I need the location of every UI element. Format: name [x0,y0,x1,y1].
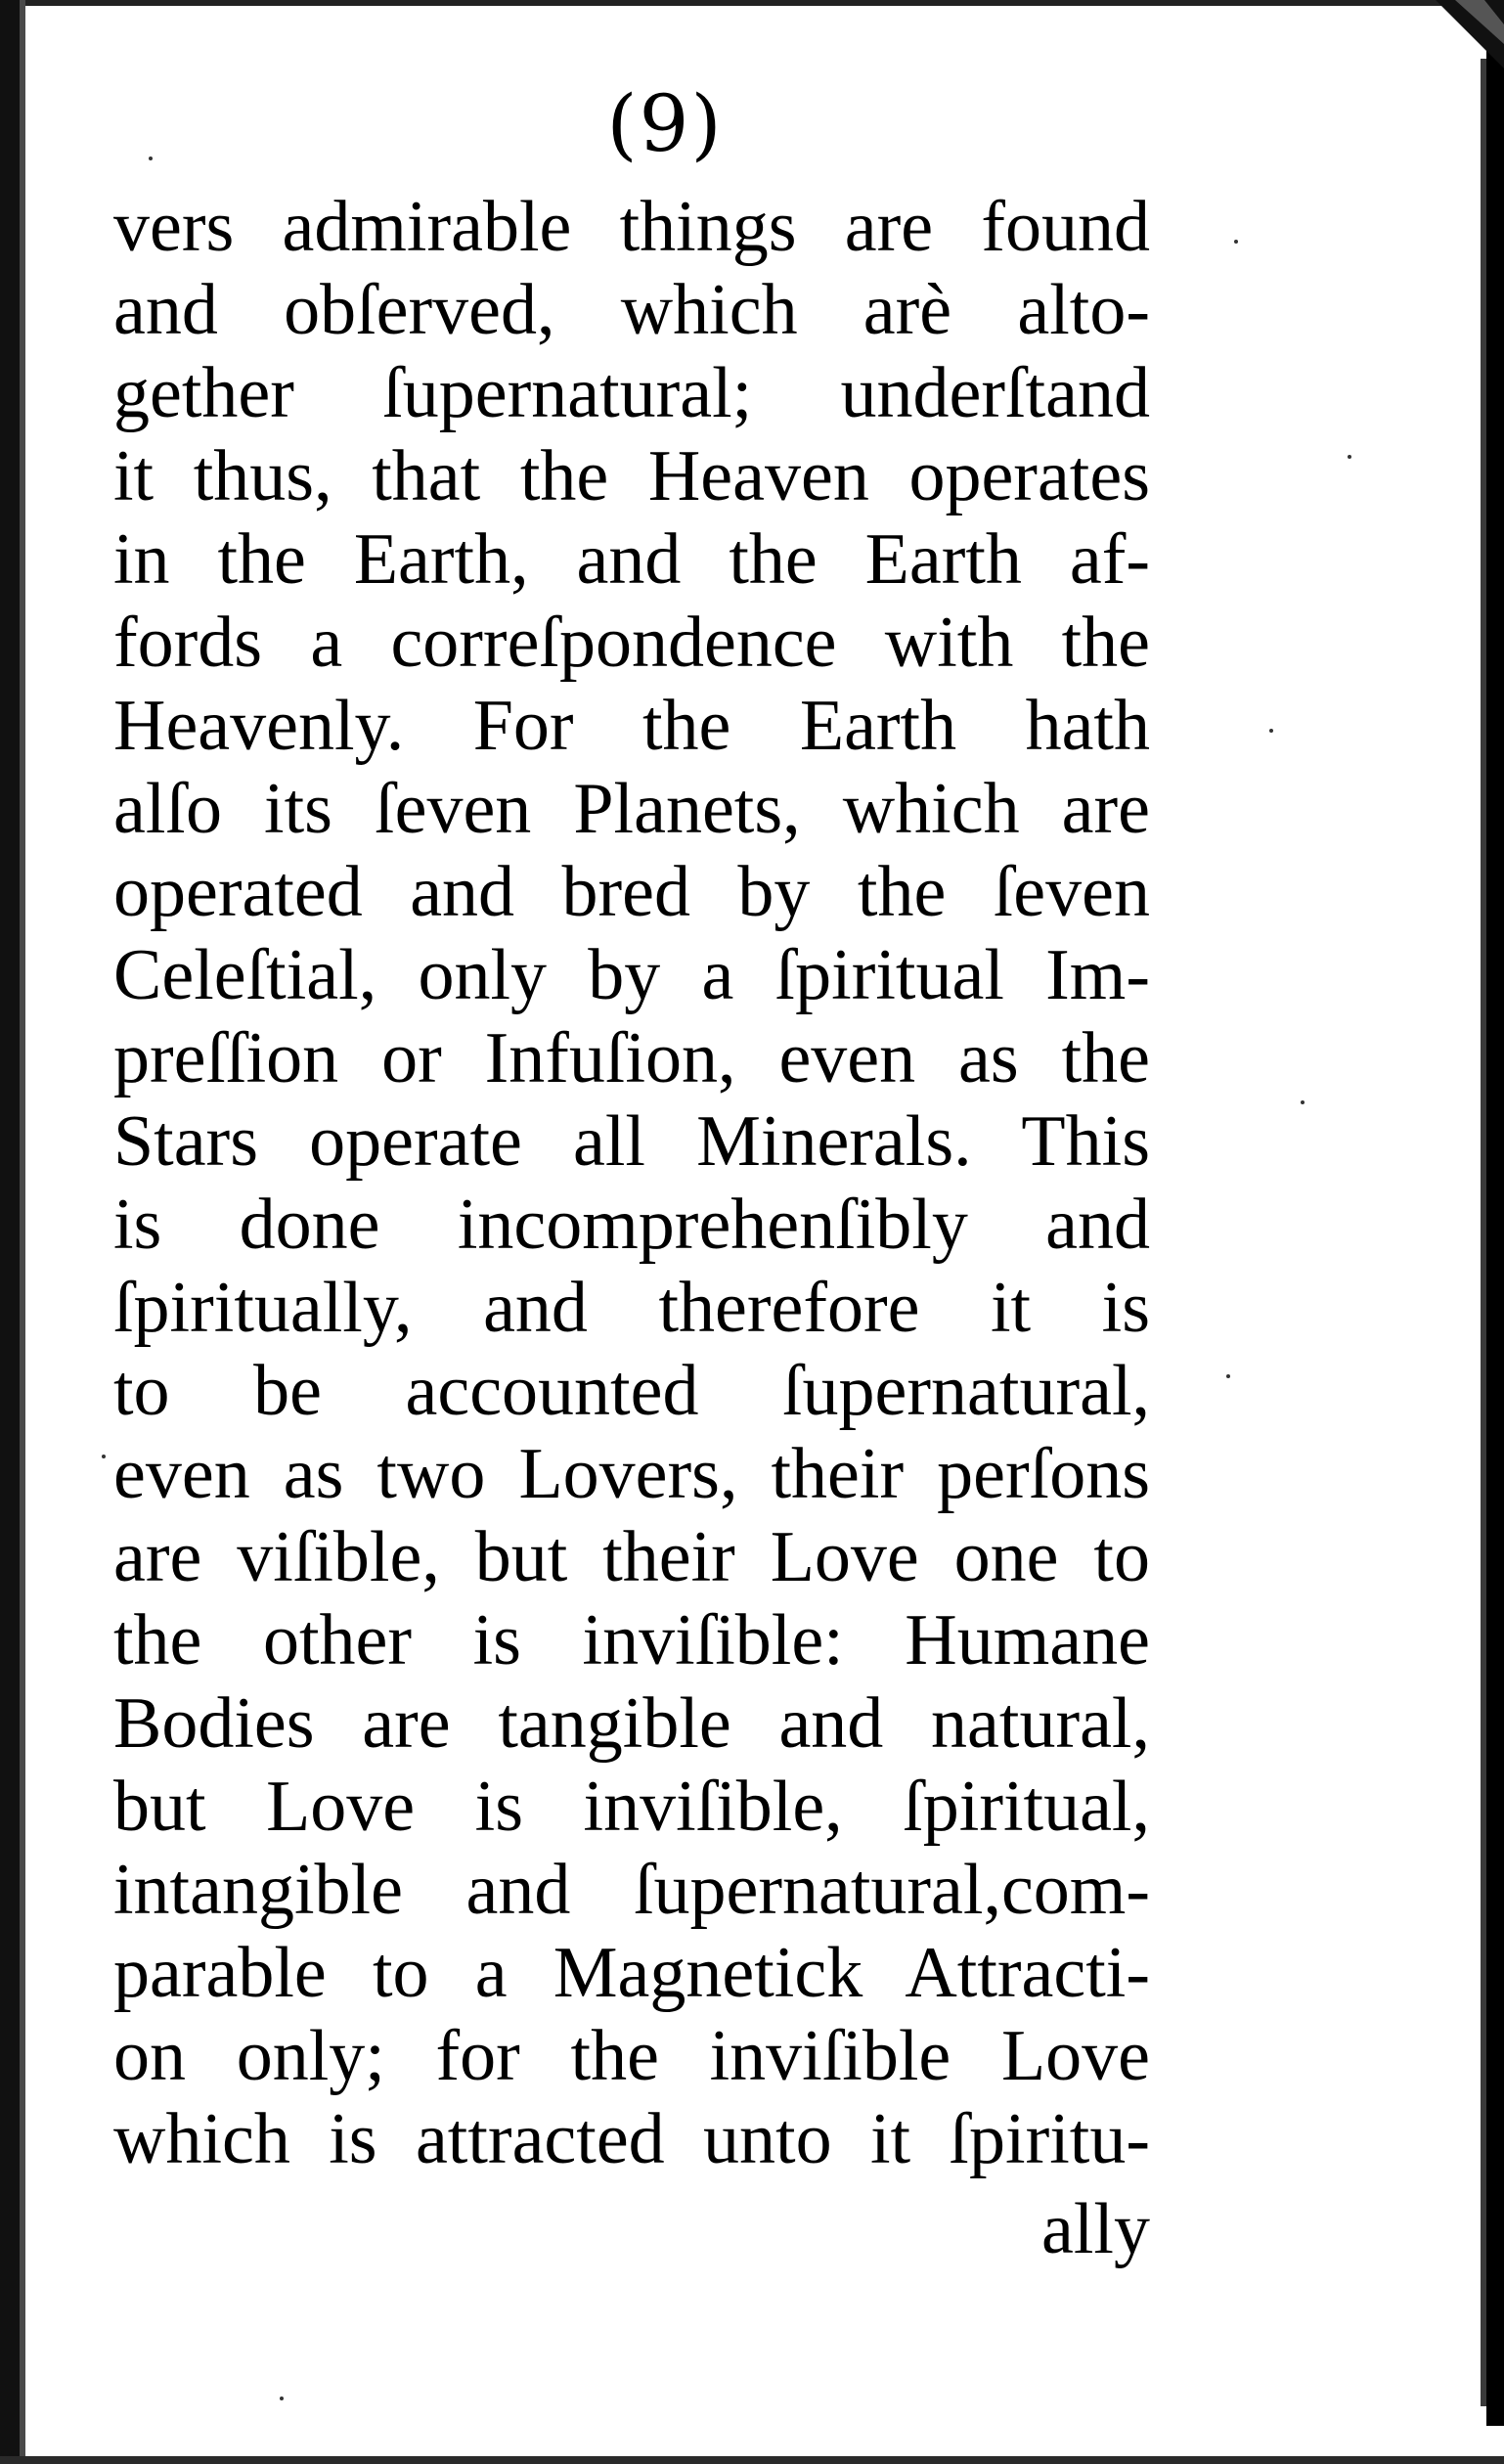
text-line: intangible and ſupernatural,com- [113,1850,1150,1930]
print-speck [102,1455,106,1458]
scan-edge-left [0,0,20,2464]
page-corner-shadow [1416,0,1504,88]
text-line: but Love is inviſible, ſpiritual, [113,1767,1150,1847]
body-text [113,186,1150,2181]
text-line: fords a correſpondence with the [113,603,1150,683]
text-line: operated and bred by the ſeven [113,852,1150,932]
print-speck [280,2397,284,2400]
page-number: (9) [606,78,724,169]
scan-edge-top [0,0,1504,6]
catchword: ally [1041,2189,1150,2269]
text-line: Bodies are tangible and natural, [113,1683,1150,1764]
text-line: which is attracted unto it ſpiritu- [113,2099,1150,2179]
text-line: to be accounted ſupernatural, [113,1351,1150,1431]
print-speck [1269,729,1273,733]
text-line: is done incomprehenſibly and [113,1185,1150,1265]
text-line: gether ſupernatural; underſtand [113,353,1150,433]
text-line: and obſerved, which arè alto- [113,270,1150,350]
print-speck [1226,1374,1230,1378]
text-line: on only; for the inviſible Love [113,2016,1150,2096]
print-speck [149,157,153,160]
text-line: it thus, that the Heaven operates [113,436,1150,516]
text-line: parable to a Magnetick Attracti- [113,1933,1150,2013]
print-speck [1348,455,1351,459]
scan-edge-bottom [0,2456,1504,2464]
text-line: the other is inviſible: Humane [113,1600,1150,1680]
text-line: Stars operate all Minerals. This [113,1101,1150,1182]
scan-edge-right [1486,39,1504,2426]
scan-edge-right-shadow [1481,59,1486,2406]
text-line: Heavenly. For the Earth hath [113,686,1150,766]
text-line: even as two Lovers, their perſons [113,1434,1150,1514]
print-speck [1301,1100,1305,1104]
text-line: alſo its ſeven Planets, which are [113,769,1150,849]
text-line: are viſible, but their Love one to [113,1517,1150,1597]
print-speck [1234,240,1238,244]
text-line: ſpiritually, and therefore it is [113,1268,1150,1348]
scan-edge-left-shadow [20,0,25,2464]
text-line: preſſion or Infuſion, even as the [113,1018,1150,1098]
text-line: vers admirable things are found [113,187,1150,267]
text-line: Celeſtial, only by a ſpiritual Im- [113,935,1150,1015]
text-line: in the Earth, and the Earth af- [113,519,1150,600]
